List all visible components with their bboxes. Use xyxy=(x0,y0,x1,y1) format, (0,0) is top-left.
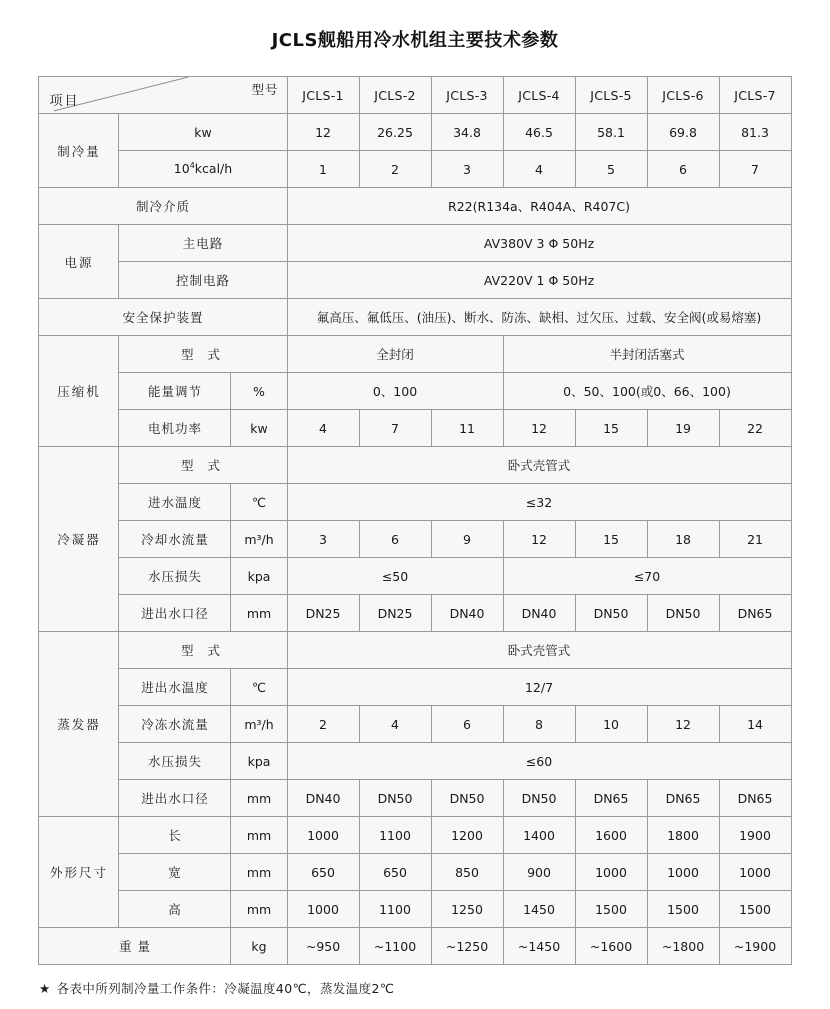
cell-value: ~1900 xyxy=(719,928,791,965)
cell-value: DN50 xyxy=(431,780,503,817)
cell-value: DN65 xyxy=(719,595,791,632)
cell-value: 15 xyxy=(575,410,647,447)
cell-value: 1500 xyxy=(647,891,719,928)
cell-value: 5 xyxy=(575,151,647,188)
row-label-safety: 安全保护装置 xyxy=(39,299,287,336)
cell-value-capacity-control-right: 0、50、100(或0、66、100) xyxy=(503,373,791,410)
row-label-chilled-water-flow: 冷冻水流量 xyxy=(119,706,231,743)
cell-value: ~1800 xyxy=(647,928,719,965)
row-label-motor-power: 电机功率 xyxy=(119,410,231,447)
cell-value: 19 xyxy=(647,410,719,447)
cell-value: 650 xyxy=(287,854,359,891)
row-label-evaporator-pressure-loss: 水压损失 xyxy=(119,743,231,780)
unit-length: mm xyxy=(231,817,287,854)
header-model-3: JCLS-3 xyxy=(431,77,503,114)
header-item-model-cell xyxy=(39,77,287,114)
cell-value: 6 xyxy=(647,151,719,188)
row-label-capacity-control: 能量调节 xyxy=(119,373,231,410)
unit-cooling-capacity-kw: kw xyxy=(119,114,287,151)
cell-value-refrigerant: R22(R134a、R404A、R407C) xyxy=(287,188,791,225)
cell-value: 1000 xyxy=(719,854,791,891)
row-label-condenser-type: 型 式 xyxy=(119,447,287,484)
cell-value: 58.1 xyxy=(575,114,647,151)
cell-value-compressor-type-right: 半封闭活塞式 xyxy=(503,336,791,373)
header-model-label: 型号 xyxy=(251,82,279,97)
table-row xyxy=(39,891,791,928)
cell-value: ~1100 xyxy=(359,928,431,965)
cell-value: ~1450 xyxy=(503,928,575,965)
table-row xyxy=(39,780,791,817)
cell-value: 22 xyxy=(719,410,791,447)
cell-value: 7 xyxy=(719,151,791,188)
cell-value: 3 xyxy=(431,151,503,188)
cell-value: DN40 xyxy=(503,595,575,632)
header-model-4: JCLS-4 xyxy=(503,77,575,114)
cell-value: 4 xyxy=(359,706,431,743)
cell-value-condenser-inlet-temp: ≤32 xyxy=(287,484,791,521)
row-label-condenser-inlet-temp: 进水温度 xyxy=(119,484,231,521)
unit-evaporator-pressure-loss: kpa xyxy=(231,743,287,780)
header-model-2: JCLS-2 xyxy=(359,77,431,114)
unit-evaporator-port-dia: mm xyxy=(231,780,287,817)
table-header-row xyxy=(39,77,791,114)
cell-value: 12 xyxy=(503,410,575,447)
row-label-main-circuit: 主电路 xyxy=(119,225,287,262)
unit-condenser-inlet-temp: ℃ xyxy=(231,484,287,521)
table-row xyxy=(39,225,791,262)
cell-value: DN50 xyxy=(575,595,647,632)
cell-value: 900 xyxy=(503,854,575,891)
header-model-1: JCLS-1 xyxy=(287,77,359,114)
cell-value-condenser-pressure-loss-right: ≤70 xyxy=(503,558,791,595)
unit-condenser-port-dia: mm xyxy=(231,595,287,632)
row-label-condenser-pressure-loss: 水压损失 xyxy=(119,558,231,595)
cell-value: 1000 xyxy=(287,891,359,928)
row-label-control-circuit: 控制电路 xyxy=(119,262,287,299)
cell-value: 69.8 xyxy=(647,114,719,151)
unit-weight: kg xyxy=(231,928,287,965)
cell-value: 1000 xyxy=(647,854,719,891)
cell-value: 15 xyxy=(575,521,647,558)
unit-evaporator-water-temp: ℃ xyxy=(231,669,287,706)
table-row xyxy=(39,484,791,521)
table-row xyxy=(39,854,791,891)
row-label-refrigerant: 制冷介质 xyxy=(39,188,287,225)
cell-value: 46.5 xyxy=(503,114,575,151)
cell-value: DN25 xyxy=(359,595,431,632)
table-row xyxy=(39,151,791,188)
unit-condenser-pressure-loss: kpa xyxy=(231,558,287,595)
row-label-compressor-type: 型 式 xyxy=(119,336,287,373)
cell-value: 14 xyxy=(719,706,791,743)
spec-table xyxy=(38,76,791,965)
cell-value: DN65 xyxy=(719,780,791,817)
cell-value: 34.8 xyxy=(431,114,503,151)
cell-value-capacity-control-left: 0、100 xyxy=(287,373,503,410)
cell-value: 26.25 xyxy=(359,114,431,151)
cell-value: 1000 xyxy=(575,854,647,891)
cell-value: 1100 xyxy=(359,891,431,928)
cell-value: 2 xyxy=(359,151,431,188)
header-model-6: JCLS-6 xyxy=(647,77,719,114)
cell-value: 9 xyxy=(431,521,503,558)
cell-value-evaporator-pressure-loss: ≤60 xyxy=(287,743,791,780)
cell-value: 1800 xyxy=(647,817,719,854)
cell-value: 12 xyxy=(647,706,719,743)
unit-cooling-capacity-kcal: $10^4kcal/h$ xyxy=(119,151,287,188)
cell-value: DN50 xyxy=(503,780,575,817)
row-label-cooling-water-flow: 冷却水流量 xyxy=(119,521,231,558)
cell-value-condenser-pressure-loss-left: ≤50 xyxy=(287,558,503,595)
cell-value: 3 xyxy=(287,521,359,558)
cell-value: DN65 xyxy=(575,780,647,817)
row-group-compressor: 压缩机 xyxy=(39,336,119,447)
footnote-text: 各表中所列制冷量工作条件：冷凝温度40℃，蒸发温度2℃ xyxy=(56,981,395,996)
cell-value: DN50 xyxy=(647,595,719,632)
cell-value: 1450 xyxy=(503,891,575,928)
table-row xyxy=(39,632,791,669)
cell-value: 1400 xyxy=(503,817,575,854)
row-label-height: 高 xyxy=(119,891,231,928)
cell-value: 7 xyxy=(359,410,431,447)
cell-value: 2 xyxy=(287,706,359,743)
table-row xyxy=(39,595,791,632)
unit-width: mm xyxy=(231,854,287,891)
cell-value: ~950 xyxy=(287,928,359,965)
cell-value: 12 xyxy=(503,521,575,558)
cell-value: 4 xyxy=(503,151,575,188)
table-row xyxy=(39,447,791,484)
cell-value: DN40 xyxy=(431,595,503,632)
cell-value: DN25 xyxy=(287,595,359,632)
cell-value: DN65 xyxy=(647,780,719,817)
unit-chilled-water-flow: m³/h xyxy=(231,706,287,743)
row-group-evaporator: 蒸发器 xyxy=(39,632,119,817)
cell-value: 8 xyxy=(503,706,575,743)
row-group-dimensions: 外形尺寸 xyxy=(39,817,119,928)
cell-value: 1000 xyxy=(287,817,359,854)
cell-value: ~1250 xyxy=(431,928,503,965)
cell-value-main-circuit: AV380V 3 Φ 50Hz xyxy=(287,225,791,262)
cell-value: ~1600 xyxy=(575,928,647,965)
unit-motor-power: kw xyxy=(231,410,287,447)
cell-value: 12 xyxy=(287,114,359,151)
row-label-weight: 重 量 xyxy=(39,928,231,965)
table-row xyxy=(39,928,791,965)
cell-value-evaporator-type: 卧式壳管式 xyxy=(287,632,791,669)
cell-value: 6 xyxy=(431,706,503,743)
table-row xyxy=(39,188,791,225)
table-row xyxy=(39,410,791,447)
table-row xyxy=(39,743,791,780)
header-model-5: JCLS-5 xyxy=(575,77,647,114)
table-row xyxy=(39,373,791,410)
cell-value: DN40 xyxy=(287,780,359,817)
table-row xyxy=(39,114,791,151)
cell-value-control-circuit: AV220V 1 Φ 50Hz xyxy=(287,262,791,299)
row-label-evaporator-type: 型 式 xyxy=(119,632,287,669)
cell-value: 4 xyxy=(287,410,359,447)
cell-value-condenser-type: 卧式壳管式 xyxy=(287,447,791,484)
table-row xyxy=(39,669,791,706)
table-row xyxy=(39,706,791,743)
cell-value: 1100 xyxy=(359,817,431,854)
cell-value: 18 xyxy=(647,521,719,558)
table-row xyxy=(39,336,791,373)
cell-value: 850 xyxy=(431,854,503,891)
unit-cooling-water-flow: m³/h xyxy=(231,521,287,558)
cell-value: 1900 xyxy=(719,817,791,854)
table-row xyxy=(39,299,791,336)
cell-value: 6 xyxy=(359,521,431,558)
cell-value: 1200 xyxy=(431,817,503,854)
row-label-width: 宽 xyxy=(119,854,231,891)
page-title: JCLS舰船用冷水机组主要技术参数 xyxy=(271,30,559,51)
row-group-condenser: 冷凝器 xyxy=(39,447,119,632)
row-group-cooling-capacity: 制冷量 xyxy=(39,114,119,188)
unit-capacity-control: % xyxy=(231,373,287,410)
footnote xyxy=(39,979,791,997)
cell-value: 1500 xyxy=(575,891,647,928)
star-icon: ★ xyxy=(39,981,51,996)
unit-height: mm xyxy=(231,891,287,928)
row-group-power-supply: 电源 xyxy=(39,225,119,299)
row-label-condenser-port-dia: 进出水口径 xyxy=(119,595,231,632)
header-model-7: JCLS-7 xyxy=(719,77,791,114)
row-label-length: 长 xyxy=(119,817,231,854)
cell-value: 10 xyxy=(575,706,647,743)
cell-value-evaporator-water-temp: 12/7 xyxy=(287,669,791,706)
table-row xyxy=(39,262,791,299)
cell-value: 1600 xyxy=(575,817,647,854)
cell-value: 1500 xyxy=(719,891,791,928)
cell-value: 1250 xyxy=(431,891,503,928)
row-label-evaporator-port-dia: 进出水口径 xyxy=(119,780,231,817)
table-row xyxy=(39,817,791,854)
cell-value: DN50 xyxy=(359,780,431,817)
cell-value: 21 xyxy=(719,521,791,558)
row-label-evaporator-water-temp: 进出水温度 xyxy=(119,669,231,706)
table-row xyxy=(39,521,791,558)
cell-value: 650 xyxy=(359,854,431,891)
cell-value: 11 xyxy=(431,410,503,447)
cell-value-compressor-type-left: 全封闭 xyxy=(287,336,503,373)
cell-value: 81.3 xyxy=(719,114,791,151)
header-item-label: 项目 xyxy=(49,94,80,109)
table-row xyxy=(39,558,791,595)
cell-value-safety: 氟高压、氟低压、(油压)、断水、防冻、缺相、过欠压、过载、安全阀(或易熔塞) xyxy=(287,299,791,336)
cell-value: 1 xyxy=(287,151,359,188)
